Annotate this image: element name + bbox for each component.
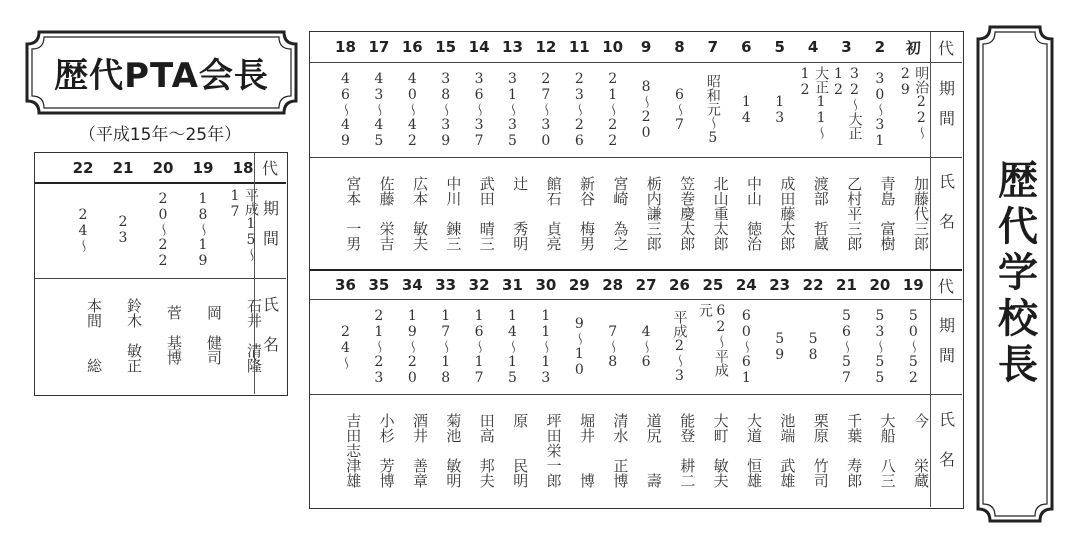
principal-name: 大町 敏夫: [711, 413, 730, 488]
label-shimei: 氏名: [936, 173, 956, 253]
pta-generation-number: 18: [232, 158, 254, 177]
generation-number: 2: [874, 38, 886, 56]
term-period: 21〜23: [370, 307, 387, 386]
term-period: 明治22〜29: [897, 66, 930, 140]
term-period: 6〜7: [671, 86, 688, 133]
generation-number: 15: [435, 38, 457, 56]
term-period: 59: [771, 330, 788, 363]
generation-number: 21: [836, 276, 857, 294]
principal-name: 菊池 敏明: [444, 413, 463, 488]
generation-number: 23: [769, 276, 791, 294]
term-period: 16〜17: [471, 307, 488, 386]
term-period: 9〜10: [571, 315, 588, 378]
principal-name: 加藤代三郎: [911, 175, 930, 251]
term-period: 53〜55: [871, 307, 888, 386]
pta-term-period: 18〜19: [195, 191, 211, 269]
table-rule: [310, 62, 962, 63]
pta-title-frame: [25, 30, 298, 115]
term-period: 11〜13: [537, 307, 554, 386]
table-rule: [310, 157, 962, 158]
principal-name: 佐藤 栄吉: [377, 175, 396, 251]
term-period: 大正11〜12: [797, 66, 830, 140]
principal-name: 笠巻慶太郎: [678, 175, 697, 251]
generation-number: 34: [401, 276, 423, 294]
pta-label-shimei: 氏名: [260, 296, 280, 376]
generation-number: 9: [640, 38, 652, 56]
pta-term-period: 20〜22: [155, 191, 171, 269]
table-rule: [35, 182, 286, 184]
generation-number: 12: [535, 38, 557, 56]
generation-number: 35: [368, 276, 390, 294]
term-period: 27〜30: [537, 70, 554, 149]
pta-president-name: 鈴木 敏正: [125, 297, 143, 373]
principal-name: 乙村平三郎: [845, 175, 864, 251]
pta-president-name: 石井 清隆: [245, 297, 263, 373]
pta-generation-number: 21: [112, 158, 134, 177]
table-rule: [310, 394, 962, 395]
generation-number: 26: [669, 276, 690, 294]
principal-name: 酒井 善章: [410, 413, 429, 488]
term-period: 14〜15: [504, 307, 521, 386]
generation-number: 32: [468, 276, 490, 294]
pta-label-dai: 代: [261, 159, 278, 178]
table-rule: [310, 299, 962, 300]
term-period: 62〜平成元: [696, 303, 729, 377]
term-period: 昭和元〜5: [704, 73, 721, 146]
principal-name: 青島 富樹: [878, 175, 897, 251]
principal-name: 道尻 壽: [644, 413, 663, 488]
generation-number: 6: [741, 38, 752, 56]
generation-number: 4: [807, 38, 819, 56]
principal-name: 中川 錬三: [444, 175, 463, 251]
pta-subtitle: （平成15年〜25年）: [78, 125, 242, 145]
principals-title-frame: [976, 25, 1054, 523]
generation-number: 22: [802, 276, 824, 294]
generation-number: 10: [602, 38, 624, 56]
generation-number: 16: [401, 38, 423, 56]
table-rule: [35, 278, 286, 279]
pta-term-period: 平成15〜17: [227, 188, 259, 262]
term-period: 24〜: [337, 323, 354, 370]
principal-name: 池端 武雄: [778, 413, 797, 488]
table-rule: [930, 271, 931, 507]
term-period: 32〜大正12: [830, 66, 863, 140]
generation-number: 36: [335, 276, 356, 294]
term-period: 8〜20: [638, 78, 655, 141]
pta-president-name: 本間 総: [85, 297, 103, 373]
term-period: 50〜52: [905, 307, 922, 386]
generation-number: 13: [502, 38, 523, 56]
term-period: 14: [738, 93, 755, 126]
principal-name: 原 民明: [511, 413, 530, 488]
generation-number: 初: [905, 38, 921, 57]
generation-number: 24: [735, 276, 757, 294]
term-period: 36〜37: [471, 70, 488, 149]
principal-name: 渡部 哲蔵: [811, 175, 830, 251]
term-period: 13: [771, 93, 788, 126]
generation-number: 27: [635, 276, 657, 294]
term-period: 40〜42: [404, 70, 421, 149]
pta-table: [34, 152, 288, 396]
term-period: 21〜22: [604, 70, 621, 149]
principal-name: 北山重太郎: [711, 175, 730, 251]
label-kikan: 期間: [936, 316, 956, 377]
principal-name: 田高 邦夫: [477, 413, 496, 488]
pta-generation-number: 19: [192, 158, 214, 177]
pta-president-name: 菅 基博: [165, 305, 183, 365]
principals-table: [309, 31, 964, 509]
principal-name: 栃内謙三郎: [644, 175, 663, 251]
term-period: 17〜18: [437, 307, 454, 386]
term-period: 31〜35: [504, 70, 521, 149]
principal-name: 吉田志津雄: [344, 413, 363, 488]
generation-number: 11: [568, 38, 590, 56]
principal-name: 武田 晴三: [477, 175, 496, 251]
label-dai: 代: [937, 276, 954, 296]
term-period: 60〜61: [738, 307, 755, 386]
term-period: 7〜8: [604, 323, 621, 370]
principal-name: 清水 正博: [611, 413, 630, 488]
term-period: 23〜26: [571, 70, 588, 149]
pta-term-period: 24〜: [75, 207, 91, 253]
principals-title: 歴代学校長: [991, 159, 1038, 389]
principal-name: 広本 敏夫: [410, 175, 429, 251]
principal-name: 新谷 梅男: [577, 175, 596, 251]
pta-president-name: 岡 健司: [205, 305, 223, 365]
pta-generation-number: 22: [72, 158, 94, 177]
principal-name: 宮崎 為之: [611, 175, 630, 251]
generation-number: 18: [335, 38, 356, 56]
generation-number: 31: [502, 276, 523, 294]
generation-number: 5: [774, 38, 785, 56]
principal-name: 大道 恒雄: [744, 413, 763, 488]
generation-number: 19: [902, 276, 924, 294]
generation-number: 29: [568, 276, 590, 294]
label-dai: 代: [937, 38, 954, 58]
principal-name: 宮本 一男: [344, 175, 363, 251]
table-rule: [254, 153, 255, 394]
label-shimei: 氏名: [936, 410, 956, 491]
generation-number: 7: [707, 38, 719, 56]
term-period: 4〜6: [638, 323, 655, 370]
term-period: 58: [805, 330, 822, 363]
generation-number: 8: [674, 38, 685, 56]
generation-number: 28: [602, 276, 624, 294]
term-period: 56〜57: [838, 307, 855, 386]
principal-name: 堀井 博: [577, 413, 596, 488]
principal-name: 成田藤太郎: [778, 175, 797, 251]
principal-name: 栗原 竹司: [811, 413, 830, 488]
generation-number: 20: [869, 276, 891, 294]
principal-name: 館石 貞亮: [544, 175, 563, 251]
principal-name: 大船 八三: [878, 413, 897, 488]
principal-name: 千葉 寿郎: [845, 413, 864, 488]
principal-name: 坪田栄一郎: [544, 413, 563, 488]
term-period: 30〜31: [871, 70, 888, 149]
pta-generation-number: 20: [152, 158, 174, 177]
principal-name: 小杉 芳博: [377, 413, 396, 488]
generation-number: 14: [468, 38, 490, 56]
generation-number: 25: [702, 276, 724, 294]
pta-label-kikan: 期間: [260, 200, 280, 260]
generation-number: 17: [368, 38, 390, 56]
table-rule: [930, 32, 931, 269]
pta-title: 歴代PTA会長: [54, 56, 269, 96]
generation-number: 3: [841, 38, 852, 56]
generation-number: 33: [435, 276, 457, 294]
term-period: 平成2〜3: [671, 309, 688, 384]
generation-number: 30: [535, 276, 557, 294]
term-period: 19〜20: [404, 307, 421, 386]
principal-name: 能登 耕二: [678, 413, 697, 488]
label-kikan: 期間: [936, 79, 956, 140]
term-period: 46〜49: [337, 70, 354, 149]
principal-name: 中山 徳治: [744, 175, 763, 251]
term-period: 43〜45: [370, 70, 387, 149]
pta-term-period: 23: [115, 214, 131, 246]
principal-name: 辻 秀明: [511, 175, 530, 251]
principal-name: 今 栄蔵: [911, 413, 930, 488]
term-period: 38〜39: [437, 70, 454, 149]
